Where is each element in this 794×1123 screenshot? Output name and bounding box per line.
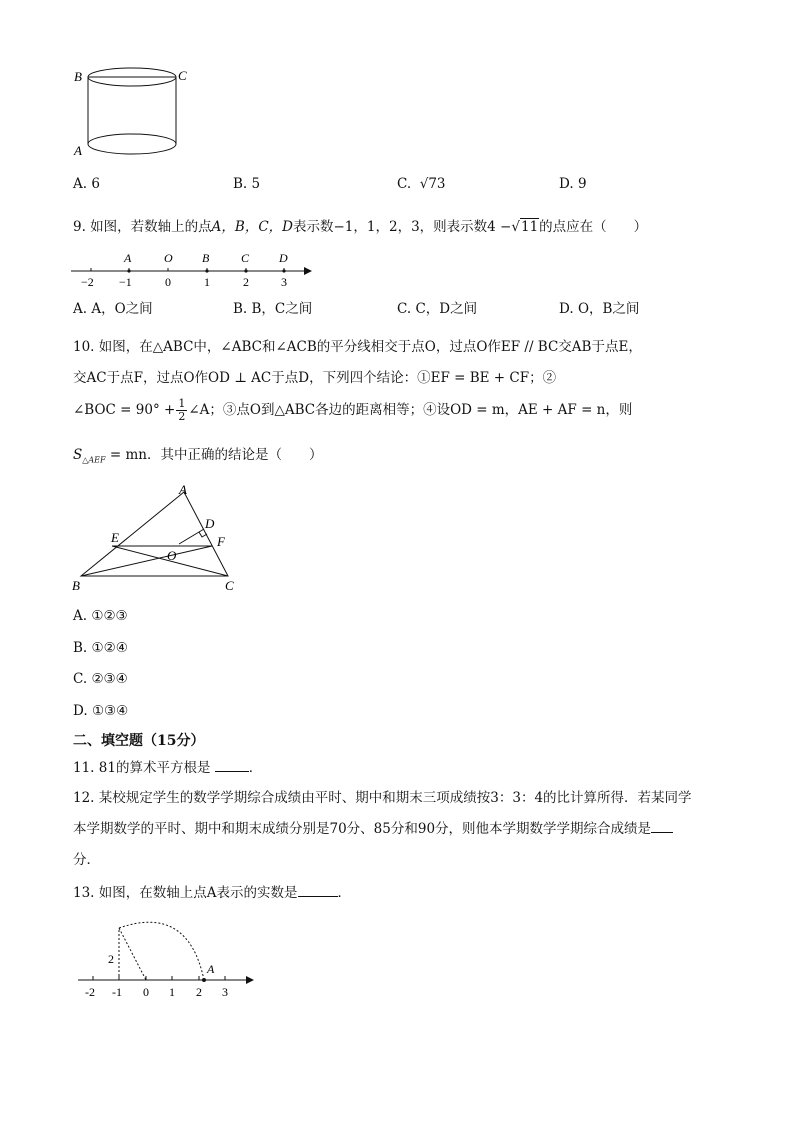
height-label: 2 (108, 952, 114, 966)
tick-label: 1 (204, 275, 210, 289)
tick-label: 0 (143, 985, 149, 999)
point-label-B: B (202, 251, 210, 265)
triangle-label-D: D (205, 516, 215, 531)
q8-option-c[interactable]: C. √73 (397, 176, 446, 192)
q10-option-c[interactable]: C. ②③④ (73, 671, 128, 687)
cylinder-label-A: A (74, 143, 82, 158)
point-label-O: O (164, 251, 173, 265)
triangle-label-C: C (225, 578, 234, 593)
q9-number-line (66, 250, 316, 290)
tick-label: 0 (165, 275, 171, 289)
q10-option-b[interactable]: B. ①②④ (73, 640, 128, 656)
number-line-diagram (66, 250, 316, 290)
q9-stem: 9. 如图，若数轴上的点A，B，C，D表示数−1，1，2，3，则表示数4 −√11的点应在（ ） (73, 219, 648, 235)
q9-option-b[interactable]: B. B，C之间 (233, 301, 313, 317)
q10-figure (66, 480, 246, 595)
q10-option-a[interactable]: A. ①②③ (73, 608, 128, 624)
q13-answer-blank[interactable] (298, 884, 338, 897)
q8-option-d[interactable]: D. 9 (559, 176, 587, 192)
number-line-arc-diagram (70, 912, 260, 1007)
point-label-A: A (124, 251, 132, 265)
q8-figure (70, 62, 190, 167)
tick-label: −1 (119, 275, 132, 289)
tick-label: 3 (281, 275, 287, 289)
q8-option-b[interactable]: B. 5 (233, 176, 261, 192)
q9-option-a[interactable]: A. A，O之间 (73, 301, 153, 317)
q12-line-1: 12. 某校规定学生的数学学期综合成绩由平时、期中和期末三项成绩按3：3：4的比计算所得．若某同学 (73, 790, 692, 806)
q9-option-c[interactable]: C. C，D之间 (397, 301, 478, 317)
tick-label: 3 (222, 985, 228, 999)
q11-answer-blank[interactable] (215, 759, 249, 772)
tick-label: −2 (81, 275, 94, 289)
q10-option-d[interactable]: D. ①③④ (73, 703, 129, 719)
triangle-label-E: E (111, 530, 119, 545)
fraction-one-half: $\frac{1}{2}$ (178, 397, 186, 423)
tick-label: 1 (169, 985, 175, 999)
point-label-D: D (279, 251, 288, 265)
point-label-C: C (241, 251, 250, 265)
q10-line-3: ∠BOC = 90° + $\frac{1}{2}$ ∠A；③点O到△ABC各边的距离相等；④设OD = m，AE + AF = n，则 (73, 397, 633, 423)
q10-line-1: 10. 如图，在△ABC中，∠ABC和∠ACB的平分线相交于点O，过点O作EF // BC交AB于点E， (73, 339, 642, 355)
q10-line-4: $S_{\triangle AEF}$ = mn．其中正确的结论是（ ） (73, 447, 323, 465)
cylinder-label-B: B (74, 69, 82, 84)
cylinder-label-C: C (178, 68, 187, 83)
q13-stem: 13. 如图，在数轴上点A表示的实数是 ． (73, 885, 352, 901)
triangle-label-B: B (72, 578, 80, 593)
point-label-A: A (207, 962, 215, 976)
q13-figure (70, 912, 260, 1007)
section-title: 二、填空题（15分） (73, 733, 205, 749)
tick-label: -1 (112, 985, 122, 999)
triangle-label-A: A (179, 482, 187, 497)
q11-stem: 11. 81的算术平方根是 ． (73, 760, 263, 776)
tick-label: -2 (85, 985, 95, 999)
cylinder-diagram (70, 62, 190, 167)
tick-label: 2 (196, 985, 202, 999)
triangle-label-O: O (167, 548, 177, 563)
q12-line-2: 本学期数学的平时、期中和期末成绩分别是70分、85分和90分，则他本学期数学学期综合成绩是 (73, 820, 673, 838)
q9-option-d[interactable]: D. O，B之间 (559, 301, 640, 317)
tick-label: 2 (243, 275, 249, 289)
q12-answer-blank[interactable] (651, 820, 673, 833)
q10-line-2: 交AC于点F，过点O作OD ⊥ AC于点D，下列四个结论：①EF = BE + CF；② (73, 370, 557, 386)
q12-line-3: 分． (73, 852, 100, 868)
triangle-label-F: F (217, 534, 225, 549)
triangle-diagram (66, 480, 246, 595)
q8-option-a[interactable]: A. 6 (73, 176, 100, 192)
